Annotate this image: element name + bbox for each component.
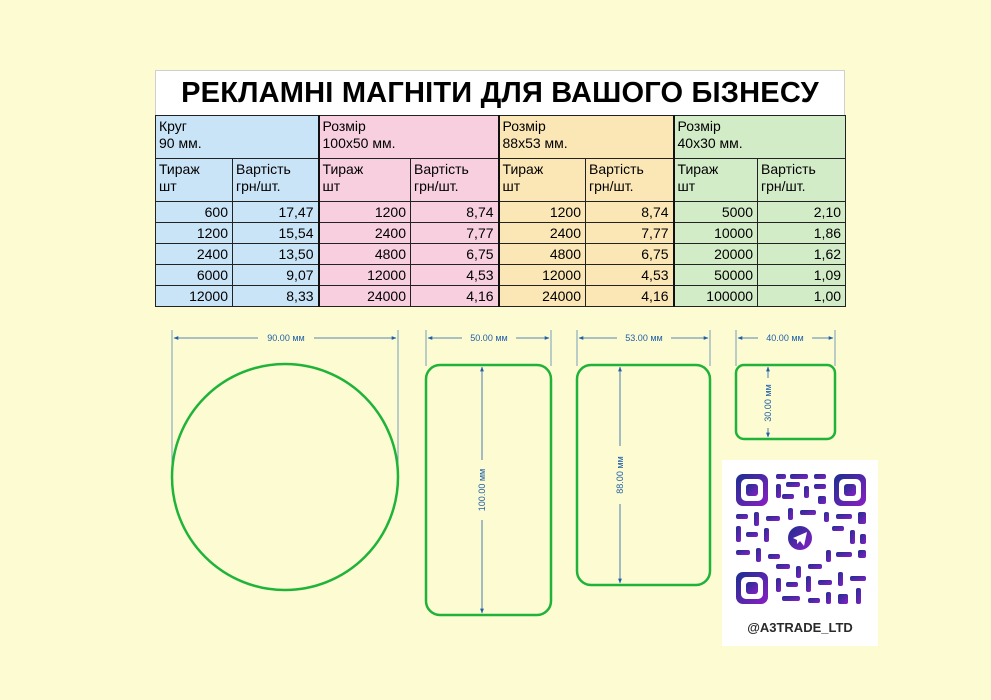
price-cell: 1,00 xyxy=(758,286,846,307)
price-cell: 1,86 xyxy=(758,223,846,244)
qty-cell: 4800 xyxy=(319,244,411,265)
circle-magnet-shape xyxy=(172,330,398,590)
rect3-height-label: 30.00 мм xyxy=(763,384,773,422)
qty-cell: 1200 xyxy=(319,202,411,223)
price-cell: 8,74 xyxy=(411,202,499,223)
rect2-height-label: 88.00 мм xyxy=(615,456,625,494)
qty-cell: 24000 xyxy=(499,286,586,307)
price-cell: 2,10 xyxy=(758,202,846,223)
circle-width-label: 90.00 мм xyxy=(267,333,305,343)
price-cell: 8,33 xyxy=(233,286,319,307)
qr-code-card[interactable] xyxy=(722,460,878,646)
price-cell: 4,53 xyxy=(411,265,499,286)
qty-cell: 12000 xyxy=(319,265,411,286)
price-cell: 7,77 xyxy=(586,223,674,244)
price-cell: 15,54 xyxy=(233,223,319,244)
qty-cell: 1200 xyxy=(499,202,586,223)
rect-88x53-shape xyxy=(577,330,710,585)
col-header-price: Вартість грн/шт. xyxy=(586,159,674,202)
col-header-qty: Тираж шт xyxy=(499,159,586,202)
qty-cell: 2400 xyxy=(319,223,411,244)
qty-cell: 600 xyxy=(156,202,233,223)
page-title: РЕКЛАМНІ МАГНІТИ ДЛЯ ВАШОГО БІЗНЕСУ xyxy=(155,70,845,115)
group-header-100x50: Розмір 100х50 мм. xyxy=(319,116,499,159)
qty-cell: 24000 xyxy=(319,286,411,307)
telegram-icon xyxy=(785,523,815,553)
col-header-qty: Тираж шт xyxy=(319,159,411,202)
qty-cell: 20000 xyxy=(674,244,758,265)
price-cell: 17,47 xyxy=(233,202,319,223)
qty-cell: 5000 xyxy=(674,202,758,223)
rect3-width-label: 40.00 мм xyxy=(766,333,804,343)
price-cell: 4,53 xyxy=(586,265,674,286)
qty-cell: 10000 xyxy=(674,223,758,244)
rect-100x50-shape xyxy=(426,330,551,615)
qty-cell: 2400 xyxy=(499,223,586,244)
price-cell: 8,74 xyxy=(586,202,674,223)
price-cell: 7,77 xyxy=(411,223,499,244)
rect1-width-label: 50.00 мм xyxy=(470,333,508,343)
qr-handle-label: @A3TRADE_LTD xyxy=(747,620,853,635)
price-cell: 1,62 xyxy=(758,244,846,265)
qty-cell: 1200 xyxy=(156,223,233,244)
col-header-price: Вартість грн/шт. xyxy=(233,159,319,202)
qty-cell: 12000 xyxy=(499,265,586,286)
price-cell: 6,75 xyxy=(411,244,499,265)
qty-cell: 4800 xyxy=(499,244,586,265)
qty-cell: 2400 xyxy=(156,244,233,265)
price-cell: 13,50 xyxy=(233,244,319,265)
price-cell: 4,16 xyxy=(411,286,499,307)
qty-cell: 6000 xyxy=(156,265,233,286)
col-header-qty: Тираж шт xyxy=(674,159,758,202)
col-header-qty: Тираж шт xyxy=(156,159,233,202)
qty-cell: 50000 xyxy=(674,265,758,286)
price-cell: 4,16 xyxy=(586,286,674,307)
col-header-price: Вартість грн/шт. xyxy=(411,159,499,202)
group-header-40x30: Розмір 40х30 мм. xyxy=(674,116,846,159)
rect1-height-label: 100.00 мм xyxy=(477,468,487,512)
qty-cell: 12000 xyxy=(156,286,233,307)
price-cell: 9,07 xyxy=(233,265,319,286)
qty-cell: 100000 xyxy=(674,286,758,307)
group-header-88x53: Розмір 88х53 мм. xyxy=(499,116,674,159)
rect-40x30-shape xyxy=(736,330,835,439)
col-header-price: Вартість грн/шт. xyxy=(758,159,846,202)
price-cell: 1,09 xyxy=(758,265,846,286)
qr-code xyxy=(722,460,878,616)
price-cell: 6,75 xyxy=(586,244,674,265)
rect2-width-label: 53.00 мм xyxy=(625,333,663,343)
group-header-circle: Круг 90 мм. xyxy=(156,116,319,159)
